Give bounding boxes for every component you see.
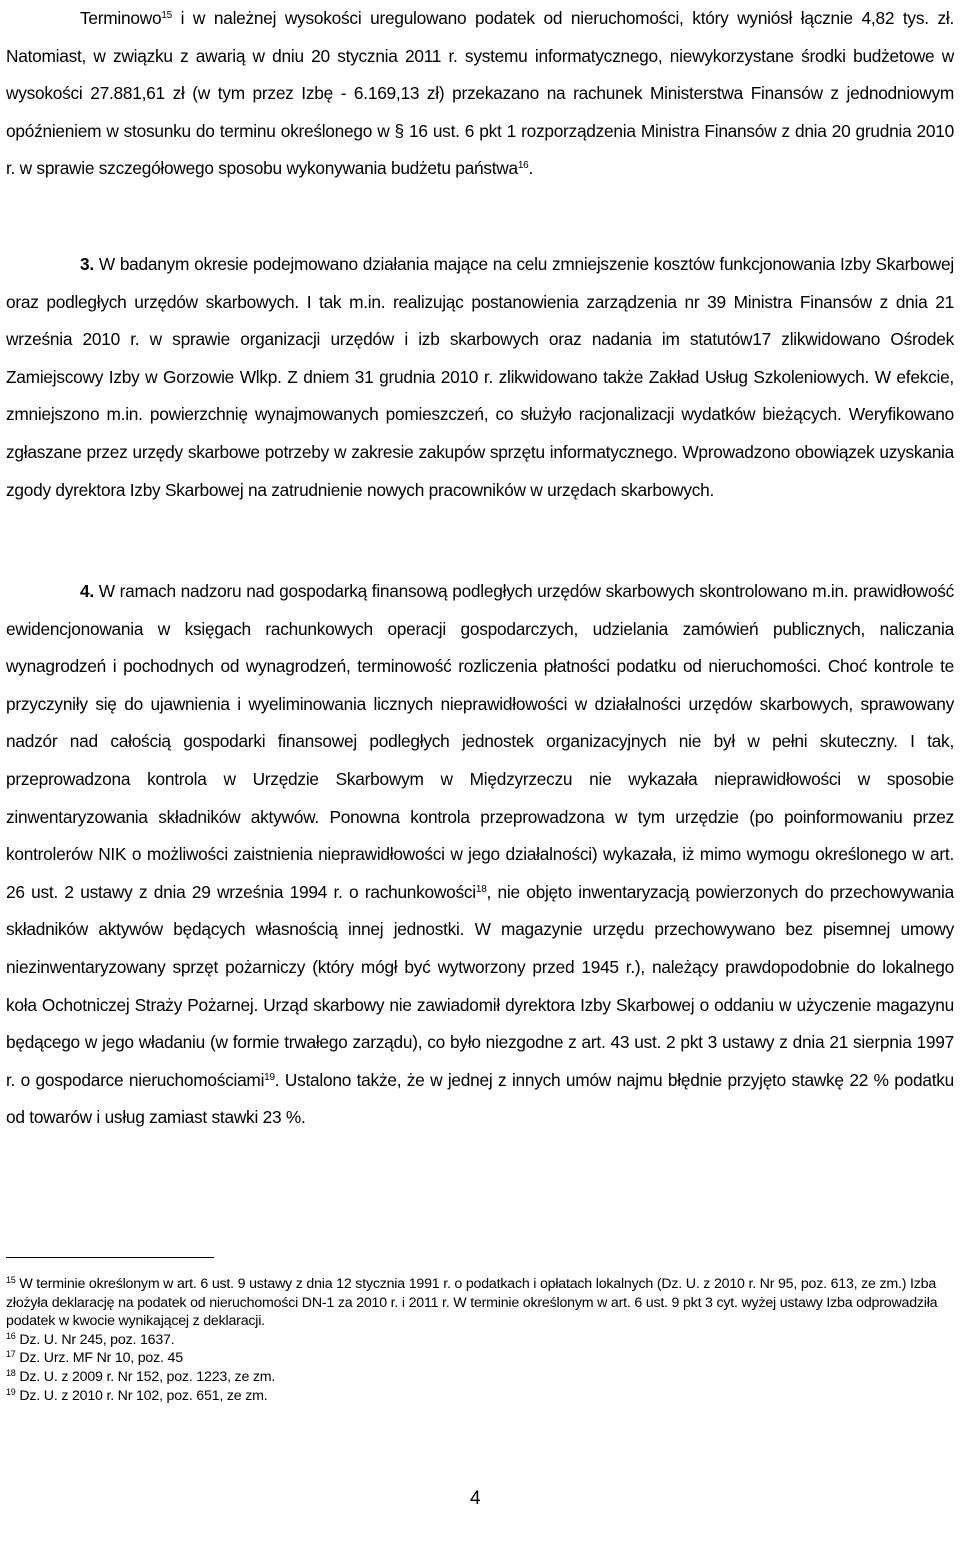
page-number: 4 — [470, 1488, 481, 1509]
footnote — [6, 1331, 954, 1350]
paragraph-text: , nie objęto inwentaryzacją powierzonych do przechowywania składników aktywów będących własnością innej jednostki. W magazynie urzędu przechowywano bez pisemnej umowy niezinwentaryzowany sprzęt pożarniczy (który mógł być wytworzony przed 1945 r.), należący prawdopodobnie do lokalnego koła Ochotniczej Straży Pożarnej. Urząd skarbowy nie zawiadomił dyrektora Izby Skarbowej o oddaniu w użyczenie magazynu będącego w jego władaniu (w formie trwałego zarządu), co było niezgodne z art. 43 ust. 2 pkt 3 ustawy z dnia 21 sierpnia 1997 r. o gospodarce nieruchomościami — [6, 881, 954, 1090]
footnote — [6, 1368, 954, 1387]
footnote-text: W terminie określonym w art. 6 ust. 9 ustawy z dnia 12 stycznia 1991 r. o podatkach i opłatach lokalnych (Dz. U. z 2010 r. Nr 95, poz. 613, ze zm.) Izba złożyła deklarację na podatek od nieruchomości DN-1 za 2010 r. i 2011 r. W terminie określonym w art. 6 ust. 9 pkt 3 cyt. wyżej ustawy Izba odprowadziła podatek w kwocie wynikającej z deklaracji. — [6, 1276, 938, 1330]
paragraph — [6, 0, 954, 188]
footnote-text: Dz. U. z 2010 r. Nr 102, poz. 651, ze zm. — [15, 1387, 268, 1404]
footnote-text: Dz. U. z 2009 r. Nr 152, poz. 1223, ze zm. — [15, 1368, 276, 1385]
footnote-ref: 18 — [475, 883, 487, 895]
paragraph-text: W badanym okresie podejmowano działania mające na celu zmniejszenie kosztów funkcjonowania Izby Skarbowej oraz podległych urzędów skarbowych. I tak m.in. realizując postanowienia zarządzenia nr 39 Ministra Finansów z dnia 21 września 2010 r. w sprawie organizacji urzędów i izb skarbowych oraz nadania im statutów17 zlikwidowano Ośrodek Zamiejscowy Izby w Gorzowie Wlkp. Z dniem 31 grudnia 2010 r. zlikwidowano także Zakład Usług Szkoleniowych. W efekcie, zmniejszono m.in. powierzchnię wynajmowanych pomieszczeń, co służyło racjonalizacji wydatków bieżących. Weryfikowano zgłaszane przez urzędy skarbowe potrzeby w zakresie zakupów sprzętu informatycznego. Wprowadzono obowiązek uzyskania zgody dyrektora Izby Skarbowej na zatrudnienie nowych pracowników w urzędach skarbowych. — [6, 254, 954, 500]
paragraph — [6, 246, 954, 509]
paragraph-text: . Ustalono także, że w jednej z innych umów najmu błędnie przyjęto stawkę 22 % podatku od towarów i usług zamiast stawki 23 %. — [6, 1069, 954, 1128]
footnote-number: 18 — [6, 1367, 16, 1378]
paragraph-text: . — [528, 158, 534, 179]
footnotes — [6, 1275, 954, 1405]
paragraph-text: W ramach nadzoru nad gospodarką finansową podległych urzędów skarbowych skontrolowano m.in. prawidłowość ewidencjonowania w księgach rachunkowych operacji gospodarczych, udzielania zamówień publicznych, naliczania wynagrodzeń i pochodnych od wynagrodzeń, terminowość rozliczenia płatności podatku od nieruchomości. Choć kontrole te przyczyniły się do ujawnienia i wyeliminowania licznych nieprawidłowości w działalności urzędów skarbowych, sprawowany nadzór nad całością gospodarki finansowej podległych jednostek organizacyjnych nie był w pełni skuteczny. I tak, przeprowadzona kontrola w Urzędzie Skarbowym w Międzyrzeczu nie wykazała nieprawidłowości w sposobie zinwentaryzowania składników aktywów. Ponowna kontrola przeprowadzona w tym urzędzie (po poinformowaniu przez kontrolerów NIK o możliwości zaistnienia nieprawidłowości w jego działalności) wykazała, iż mimo wymogu określonego w art. 26 ust. 2 ustawy z dnia 29 września 1994 r. o rachunkowości — [6, 581, 954, 902]
paragraph-text: i w należnej wysokości uregulowano podatek od nieruchomości, który wyniósł łącznie 4,82 tys. zł. Natomiast, w związku z awarią w dniu 20 stycznia 2011 r. systemu informatycznego, niewykorzystane środki budżetowe w wysokości 27.881,61 zł (w tym przez Izbę - 6.169,13 zł) przekazano na rachunek Ministerstwa Finansów z jednodniowym opóźnieniem w stosunku do terminu określonego w § 16 ust. 6 pkt 1 rozporządzenia Ministra Finansów z dnia 20 grudnia 2010 r. w sprawie szczegółowego sposobu wykonywania budżetu państwa — [6, 8, 954, 179]
paragraph — [6, 573, 954, 1137]
footnote-number: 17 — [6, 1349, 16, 1360]
footnote-divider — [6, 1257, 214, 1258]
paragraph-number: 3. — [80, 254, 94, 274]
footnote-ref: 16 — [517, 160, 529, 172]
footnote-text: Dz. U. Nr 245, poz. 1637. — [15, 1331, 175, 1348]
footnote — [6, 1387, 954, 1406]
footnote-ref: 15 — [161, 10, 172, 21]
footnote-number: 16 — [6, 1330, 16, 1341]
footnote-text: Dz. Urz. MF Nr 10, poz. 45 — [15, 1350, 183, 1367]
footnote-ref: 19 — [264, 1071, 275, 1083]
footnote-number: 15 — [6, 1275, 16, 1285]
paragraph-text: Terminowo — [80, 8, 162, 28]
footnote — [6, 1275, 954, 1331]
paragraph-number: 4. — [80, 581, 94, 601]
footnote — [6, 1349, 954, 1368]
footnote-number: 19 — [6, 1386, 16, 1397]
